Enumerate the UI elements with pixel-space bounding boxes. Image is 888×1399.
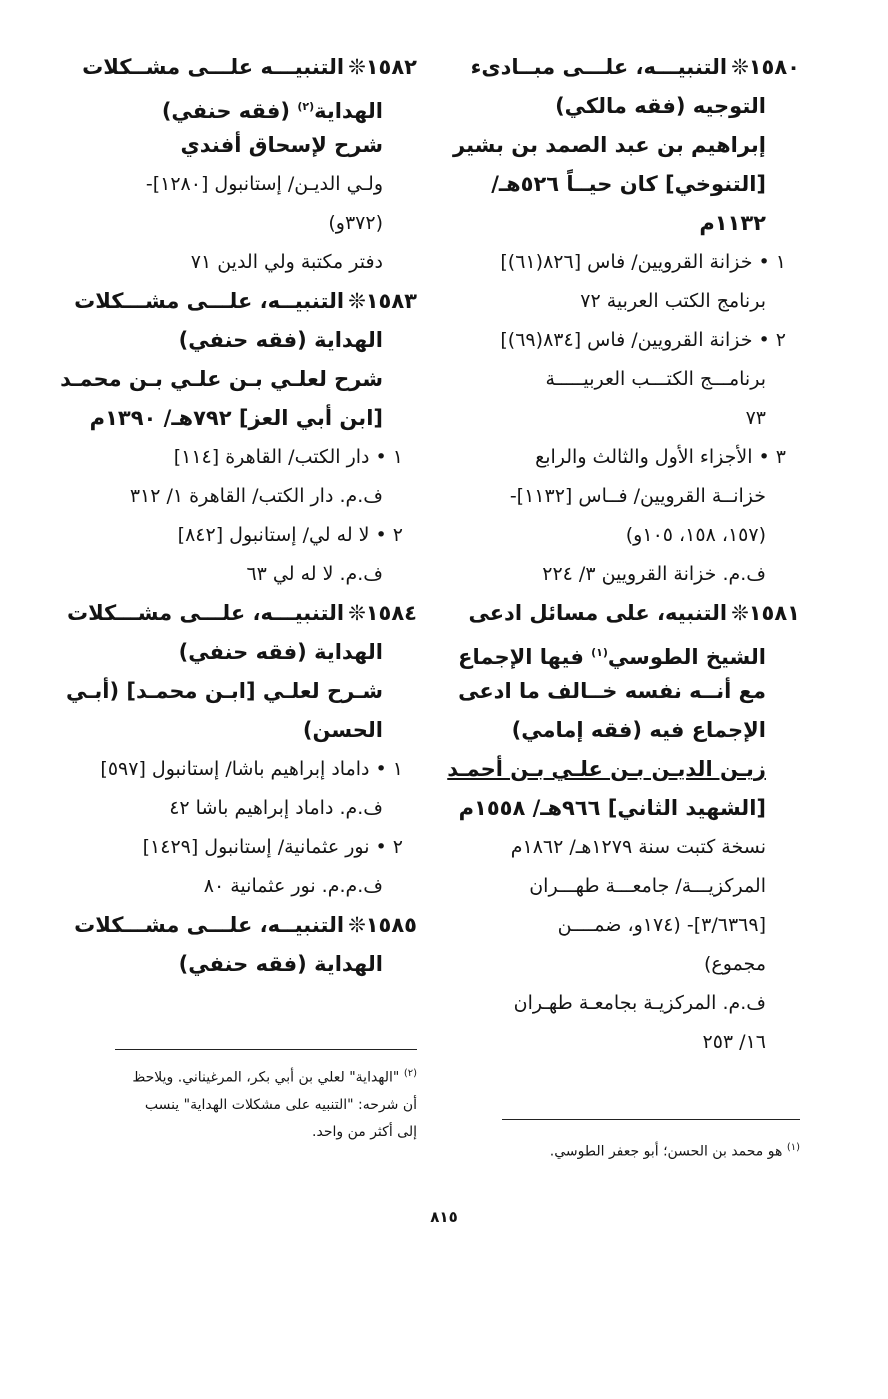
entry-1584-item-2-ref: ف.م.م. نور عثمانية ٨٠ [203, 875, 383, 897]
entry-1583-title-cont: الهداية (فقه حنفي) [178, 328, 383, 352]
entry-number: ١٥٨١ [748, 601, 800, 625]
entry-1581-author: زيـن الديـن بـن علـي بـن أحمـد [447, 757, 766, 781]
entry-1582-item-ref: دفتر مكتبة ولي الدين ٧١ [190, 251, 383, 273]
entry-1583-item-1: ١ • دار الكتب/ القاهرة [١١٤] [173, 446, 403, 468]
entry-1581-note: نسخة كتبت سنة ١٢٧٩هـ/ ١٨٦٢م [510, 836, 766, 858]
entry-1584-author: شـرح لعلـي [ابـن محمـد] (أبـي [66, 679, 383, 703]
footnote-2-line-1: $^{(٢)}$ "الهداية" لعلي بن أبي بكر، المرغيناني. ويلاحظ [132, 1068, 417, 1086]
entry-1580-item-1: ١ • خزانة القرويين/ فاس [٨٢٦(٦١)] [500, 251, 786, 273]
entry-1583-author: شرح لعلـي بـن علـي بـن محمـد [60, 367, 383, 391]
entry-1582-item: ولـي الديـن/ إستانبول [١٢٨٠]- [145, 173, 383, 195]
entry-number: ١٥٨٤ [365, 601, 417, 625]
entry-1584-title-cont: الهداية (فقه حنفي) [178, 640, 383, 664]
entry-1580-item-1-ref: برنامج الكتب العربية ٧٢ [580, 290, 766, 312]
entry-1584-item-1-ref: ف.م. داماد إبراهيم باشا ٤٢ [169, 797, 383, 819]
entry-1583-item-1-ref: ف.م. دار الكتب/ القاهرة ١/ ٣١٢ [129, 485, 383, 507]
page-number: ٨١٥ [430, 1208, 458, 1226]
entry-1580-item-2-ref: برنامـــج الكتـــب العربيـــــة [545, 368, 766, 390]
entry-number: ١٥٨٢ [365, 55, 417, 79]
entry-1581-title-cont: الشيخ الطوسي$^{(١)}$ فيها الإجماع [458, 645, 766, 669]
entry-1580-author-date: ١١٣٢م [699, 211, 766, 235]
entry-1581-title: ١٥٨١❊التنبيه، على مسائل ادعى [468, 601, 800, 625]
footnote-2 [86, 1060, 417, 1146]
entry-1583-author-cont: [ابن أبي العز] ٧٩٢هـ/ ١٣٩٠م [89, 406, 383, 430]
footnote-separator-right [502, 1119, 800, 1120]
footnote-marker: (١) [591, 646, 608, 659]
entry-1585-title: ١٥٨٥❊التنبيــه، علـــى مشـــكلات [74, 913, 417, 937]
entry-1584-title: ١٥٨٤❊التنبيـــه، علـــى مشـــكلات [67, 601, 417, 625]
entry-1584-item-1: ١ • داماد إبراهيم باشا/ إستانبول [٥٩٧] [100, 758, 403, 780]
asterism-icon: ❊ [348, 601, 366, 625]
entry-1580-title: ١٥٨٠❊التنبيـــه، علـــى مبــادىء [470, 55, 800, 79]
entry-1582-item-folios: (٣٧٢و) [328, 212, 383, 234]
entry-1580-title-cont: التوجيه (فقه مالكي) [555, 94, 766, 118]
entry-1583-item-2: ٢ • لا له لي/ إستانبول [٨٤٢] [177, 524, 403, 546]
entry-1581-author-cont: [الشهيد الثاني] ٩٦٦هـ/ ١٥٥٨م [458, 796, 766, 820]
entry-1582-title: ١٥٨٢❊التنبيـــه علـــى مشــكلات [82, 55, 417, 79]
entry-1580-author-cont: [التنوخي] كان حيــاً ٥٢٦هـ/ [491, 172, 766, 196]
entry-1580-item-3-folios: (١٥٧، ١٥٨، ١٠٥و) [625, 524, 766, 546]
entry-number: ١٥٨٣ [365, 289, 417, 313]
entry-1580-item-2-ref-cont: ٧٣ [745, 407, 766, 429]
entry-1580-item-3-ref: ف.م. خزانة القرويين ٣/ ٢٢٤ [542, 563, 766, 585]
asterism-icon: ❊ [348, 55, 366, 79]
footnote-separator-left [115, 1049, 417, 1050]
entry-1581-note-collection: مجموع) [704, 953, 766, 975]
entry-1584-item-2: ٢ • نور عثمانية/ إستانبول [١٤٢٩] [142, 836, 403, 858]
entry-1581-title-cont2: مع أنــه نفسه خــالف ما ادعى [458, 679, 766, 703]
asterism-icon: ❊ [731, 55, 749, 79]
asterism-icon: ❊ [731, 601, 749, 625]
footnote-marker: (١) [786, 1142, 800, 1153]
entry-1580-item-3: ٣ • الأجزاء الأول والثالث والرابع [535, 446, 786, 468]
entry-1582-author: شرح لإسحاق أفندي [180, 133, 383, 157]
footnote-2-line-3: إلى أكثر من واحد. [312, 1123, 417, 1140]
entry-number: ١٥٨٥ [365, 913, 417, 937]
entry-1581-title-cont3: الإجماع فيه (فقه إمامي) [511, 718, 766, 742]
asterism-icon: ❊ [348, 289, 366, 313]
footnote-1 [467, 1134, 800, 1166]
left-column [60, 48, 417, 984]
entry-1581-note-loc: المركزيـــة/ جامعـــة طهـــران [529, 875, 766, 897]
entry-1580-author: إبراهيم بن عبد الصمد بن بشير [453, 133, 766, 157]
entry-1583-item-2-ref: ف.م. لا له لي ٦٣ [246, 563, 383, 585]
entry-1584-author-cont: الحسن) [302, 718, 383, 742]
asterism-icon: ❊ [348, 913, 366, 937]
footnote-marker: (٢) [403, 1068, 417, 1079]
entry-1583-title: ١٥٨٣❊التنبيــه، علـــى مشـــكلات [74, 289, 417, 313]
entry-1581-ref-cont: ١٦/ ٢٥٣ [702, 1031, 766, 1053]
entry-1581-note-shelf: [٣/٦٣٦٩]- (١٧٤و، ضمــــن [557, 914, 766, 936]
footnote-1-line-1: $^{(١)}$ هو محمد بن الحسن؛ أبو جعفر الطوسي. [549, 1142, 800, 1160]
entry-1582-title-cont: الهداية$^{(٢)}$ (فقه حنفي) [161, 99, 383, 123]
right-column [447, 48, 800, 1062]
footnote-marker: (٢) [297, 100, 315, 113]
entry-1580-item-2: ٢ • خزانة القرويين/ فاس [٨٣٤(٦٩)] [500, 329, 786, 351]
footnote-2-line-2: أن شرحه: "التنبيه على مشكلات الهداية" ينسب [144, 1096, 417, 1113]
entry-1581-ref: ف.م. المركزيـة بجامعـة طهـران [513, 992, 766, 1014]
entry-1585-title-cont: الهداية (فقه حنفي) [178, 952, 383, 976]
entry-1580-item-3-loc: خزانــة القرويين/ فــاس [١١٣٢]- [509, 485, 766, 507]
entry-number: ١٥٨٠ [748, 55, 800, 79]
